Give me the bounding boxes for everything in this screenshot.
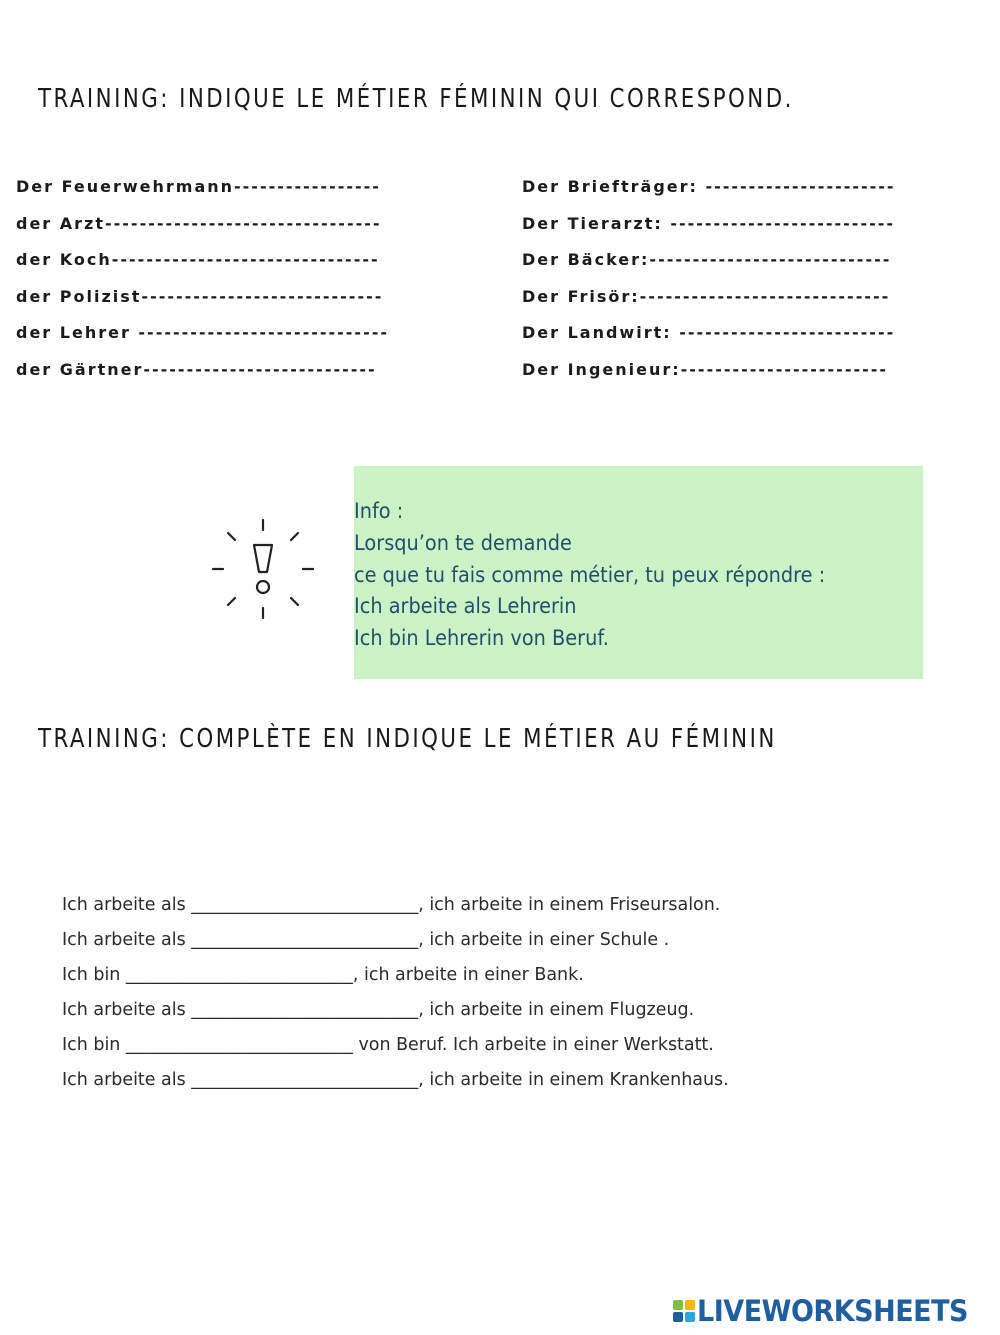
sentence-item: Ich arbeite als __________________________, ich arbeite in einer Schule .	[62, 929, 670, 950]
sentence-item: Ich arbeite als __________________________, ich arbeite in einem Flugzeug.	[62, 999, 695, 1020]
brand-name: LIVEWORKSHEETS	[696, 1294, 968, 1328]
exercise1-heading: TRAINING: INDIQUE LE MÉTIER FÉMININ QUI CORRESPOND.	[38, 84, 794, 114]
vocab-item: Der Feuerwehrmann-----------------	[16, 177, 381, 196]
info-line: Info :	[354, 499, 404, 523]
exercise2-heading: TRAINING: COMPLÈTE EN INDIQUE LE MÉTIER AU FÉMININ	[38, 724, 777, 754]
vocab-item: Der Frisör:-----------------------------	[522, 286, 891, 306]
vocab-item: der Gärtner---------------------------	[16, 359, 377, 379]
vocab-item: Der Tierarzt: --------------------------	[522, 213, 896, 233]
vocab-item: Der Bäcker:----------------------------	[522, 250, 892, 270]
vocab-list-left	[16, 174, 389, 394]
liveworksheets-logo	[673, 1294, 988, 1328]
info-line: Lorsqu’on te demande	[354, 530, 572, 555]
vocab-item: der Koch-------------------------------	[16, 250, 380, 270]
vocab-item: der Lehrer -----------------------------	[16, 323, 389, 343]
sentence-item: Ich arbeite als __________________________, ich arbeite in einem Krankenhaus.	[62, 1069, 729, 1090]
vocab-item: Der Ingenieur:------------------------	[522, 359, 889, 379]
vocab-item: der Polizist----------------------------	[16, 286, 384, 306]
sentence-item: Ich bin __________________________ von Beruf. Ich arbeite in einer Werkstatt.	[62, 1034, 714, 1055]
vocab-item: der Arzt--------------------------------	[16, 213, 382, 233]
vocab-item: Der Briefträger: ----------------------	[522, 177, 896, 196]
logo-square	[685, 1312, 695, 1322]
logo-square	[673, 1300, 683, 1310]
lightbulb-icon	[210, 517, 316, 623]
sentence-item: Ich arbeite als __________________________, ich arbeite in einem Friseursalon.	[62, 894, 721, 915]
sentence-list	[62, 890, 749, 1100]
logo-square	[673, 1312, 683, 1322]
logo-square	[685, 1300, 695, 1310]
info-line: ce que tu fais comme métier, tu peux répondre :	[354, 562, 826, 587]
info-line: Ich arbeite als Lehrerin	[354, 594, 577, 619]
sentence-item: Ich bin __________________________, ich arbeite in einer Bank.	[62, 964, 584, 985]
vocab-item: Der Landwirt: -------------------------	[522, 323, 896, 343]
info-text	[354, 496, 866, 655]
vocab-list-right	[522, 174, 896, 394]
brand-logo-icon	[673, 1300, 695, 1322]
info-box	[354, 466, 923, 679]
info-line: Ich bin Lehrerin von Beruf.	[354, 626, 609, 651]
